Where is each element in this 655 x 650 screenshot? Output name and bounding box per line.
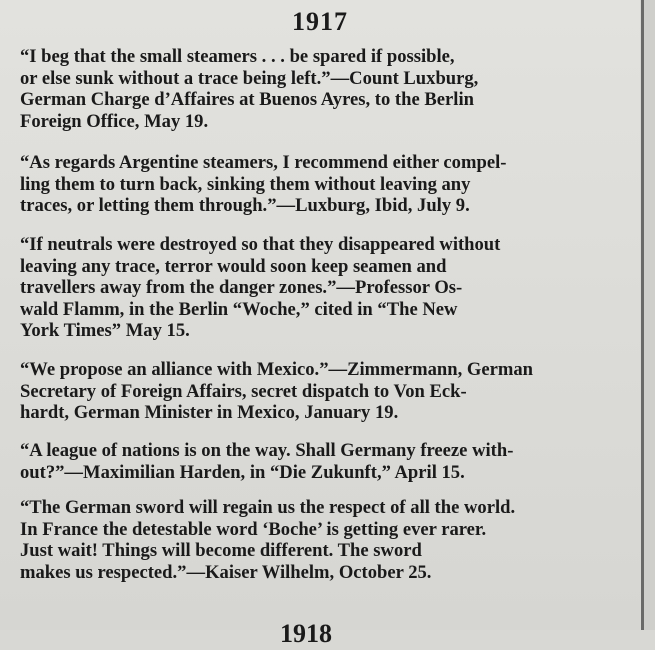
quote-luxburg-may (20, 46, 638, 132)
next-year-text: 1918 (280, 619, 332, 648)
quote-line: “As regards Argentine steamers, I recommend either compel- (20, 152, 507, 173)
quote-line: hardt, German Minister in Mexico, January 19. (20, 402, 399, 423)
quote-line: makes us respected.”—Kaiser Wilhelm, October 25. (20, 561, 432, 583)
quote-zimmermann (20, 359, 638, 424)
quote-line: In France the detestable word ‘Boche’ is getting ever rarer. (20, 518, 487, 540)
quote-line: German Charge d’Affaires at Buenos Ayres, to the Berlin (20, 89, 474, 110)
quote-line: leaving any trace, terror would soon keep seamen and (20, 255, 447, 277)
page-margin (644, 0, 655, 630)
quote-line: ling them to turn back, sinking them without leaving any (20, 173, 471, 195)
quote-line: York Times” May 15. (20, 320, 190, 341)
quote-line: traces, or letting them through.”—Luxburg, Ibid, July 9. (20, 195, 470, 216)
quote-line: “A league of nations is on the way. Shall Germany freeze with- (20, 440, 514, 461)
quote-kaiser-wilhelm (20, 497, 638, 583)
quote-line: out?”—Maximilian Harden, in “Die Zukunft,” April 15. (20, 461, 465, 483)
quote-line: “The German sword will regain us the respect of all the world. (20, 497, 516, 518)
quote-line: travellers away from the danger zones.”—Professor Os- (20, 277, 463, 298)
quote-line: or else sunk without a trace being left.”—Count Luxburg, (20, 67, 479, 89)
quote-line: Just wait! Things will become different. The sword (20, 540, 422, 561)
quote-line: Secretary of Foreign Affairs, secret dispatch to Von Eck- (20, 380, 467, 402)
section-year-heading: 1917 (292, 7, 348, 36)
quote-luxburg-july (20, 152, 638, 217)
quote-flamm (20, 234, 638, 342)
quote-line: “I beg that the small steamers . . . be spared if possible, (20, 46, 455, 67)
quote-harden (20, 440, 638, 483)
quote-line: “We propose an alliance with Mexico.”—Zimmermann, German (20, 359, 534, 380)
next-year-heading-fragment (280, 618, 380, 648)
quote-line: “If neutrals were destroyed so that they disappeared without (20, 234, 501, 255)
quote-line: wald Flamm, in the Berlin “Woche,” cited in “The New (20, 298, 458, 320)
quote-line: Foreign Office, May 19. (20, 110, 209, 132)
